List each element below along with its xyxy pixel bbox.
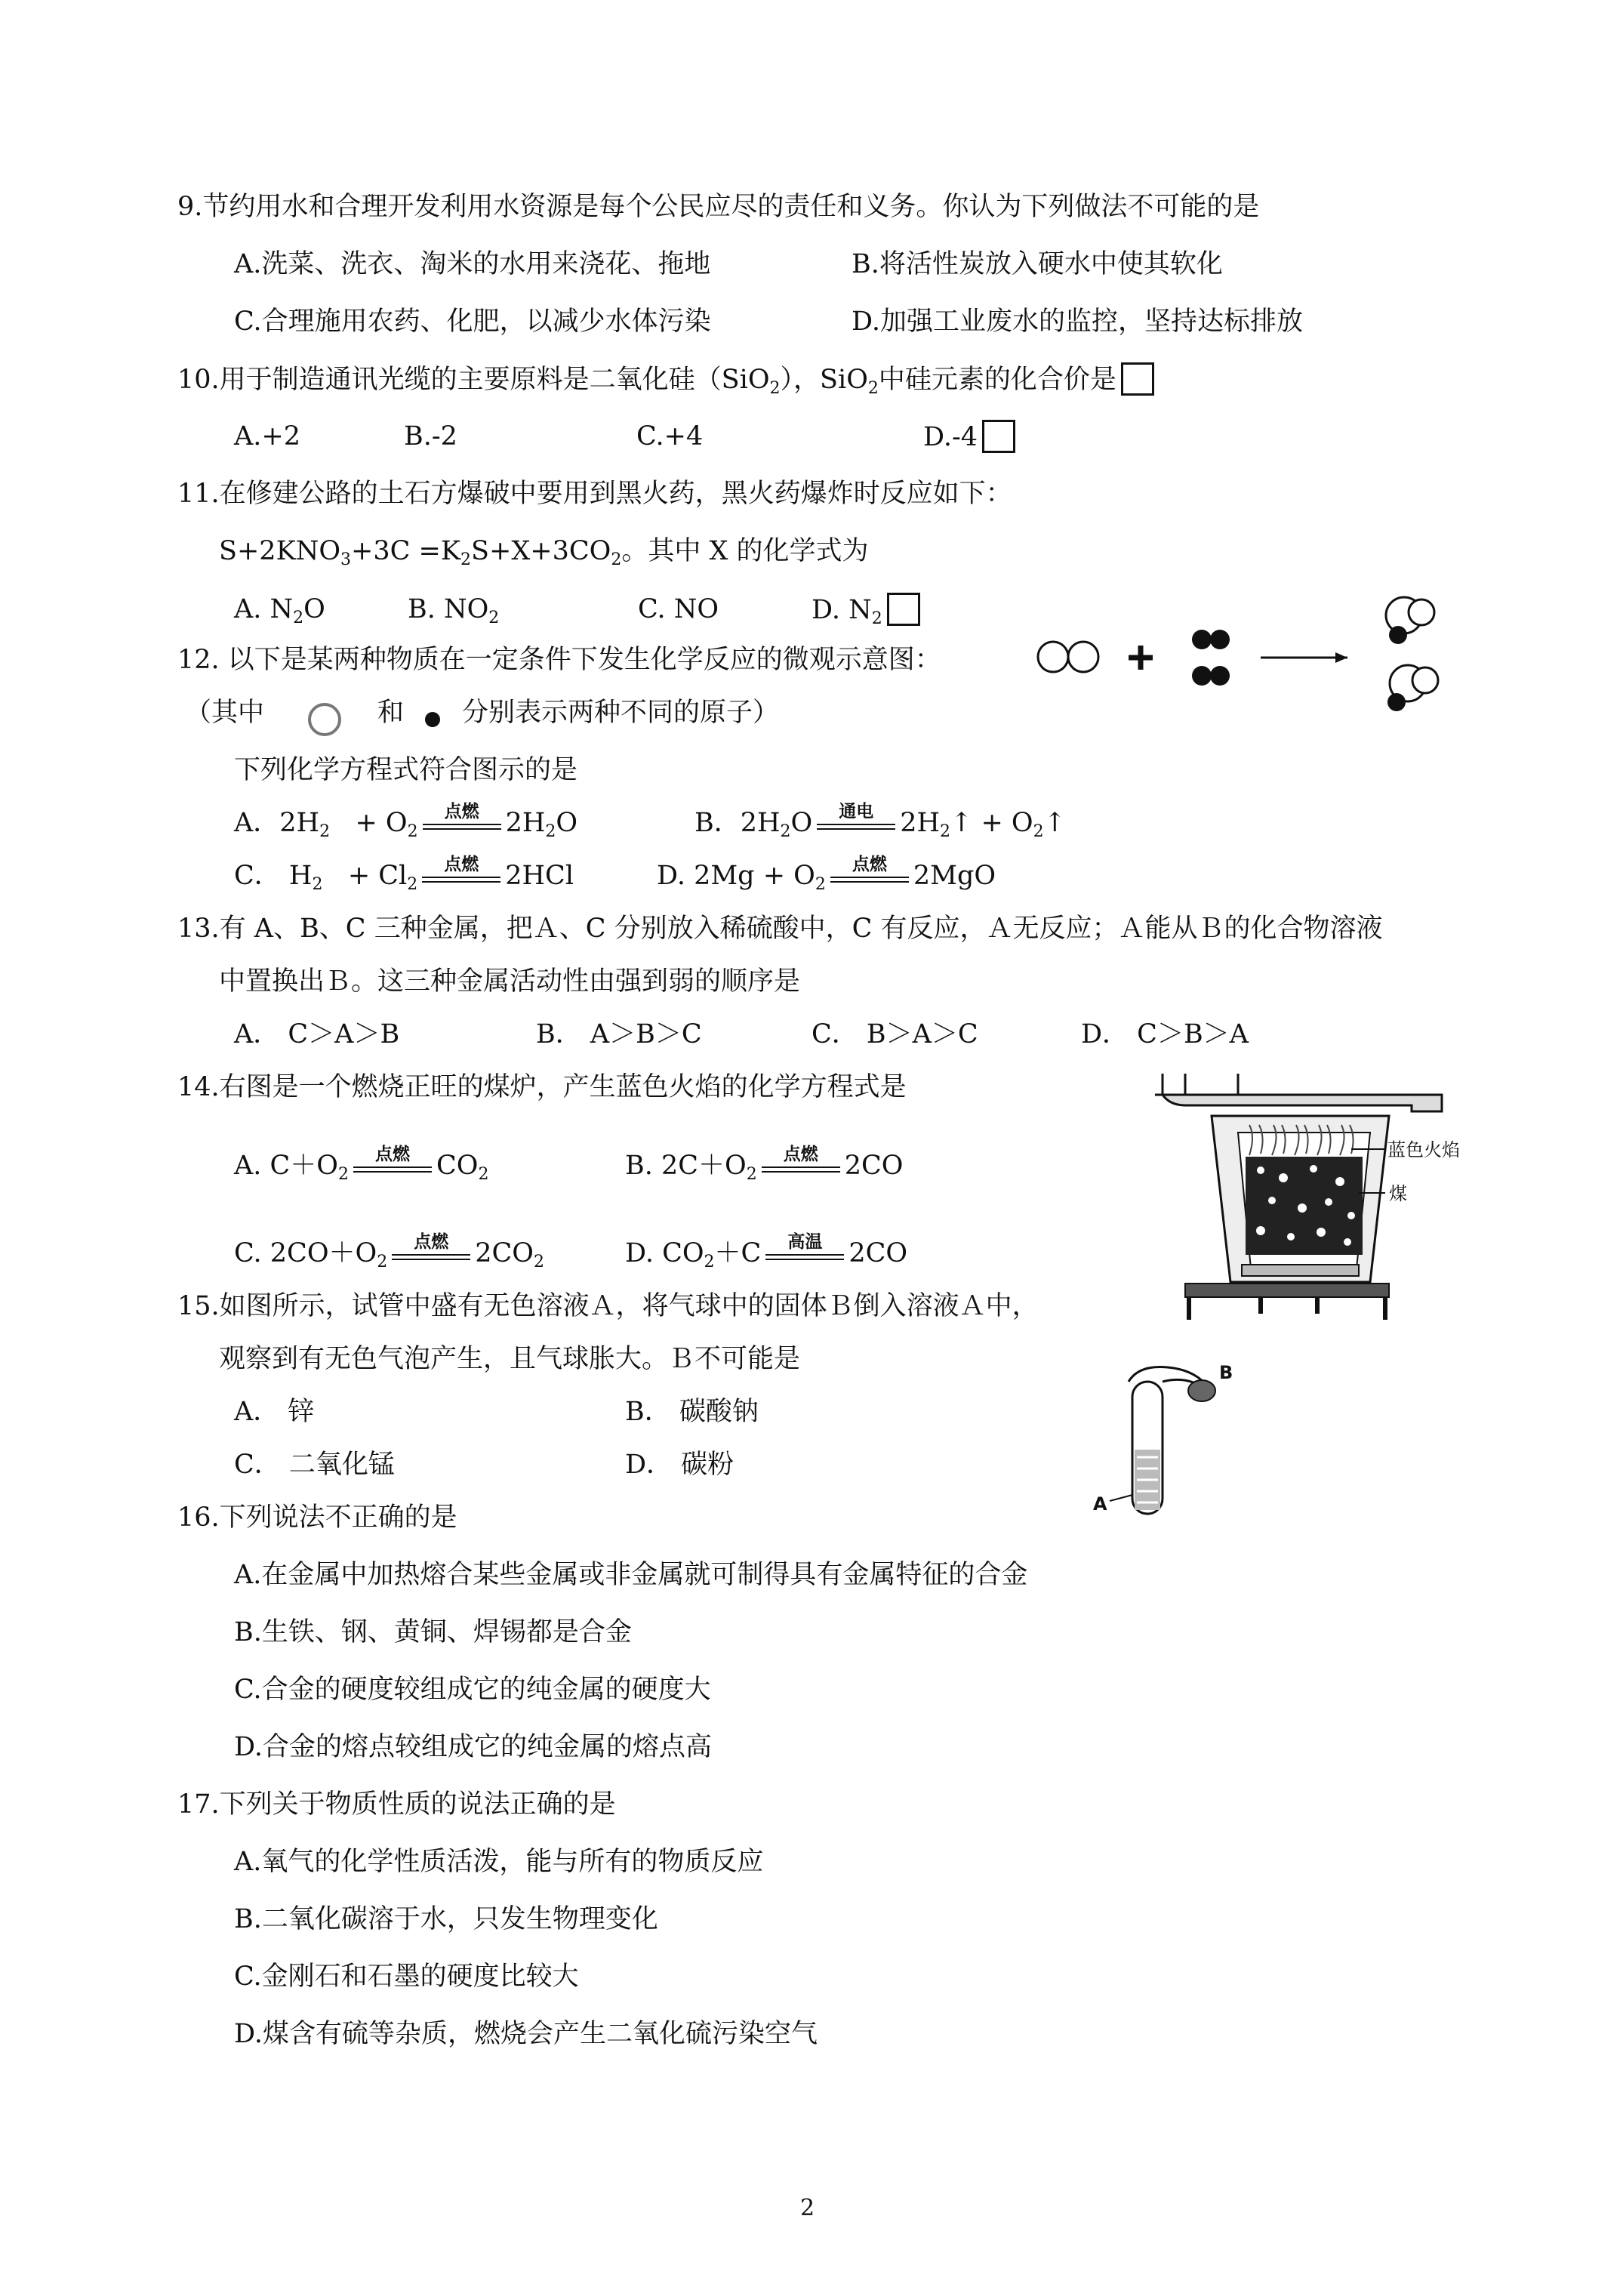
q9-option-d: D.加强工业废水的监控，坚持达标排放: [852, 307, 1303, 337]
question-15-stem: 15.如图所示，试管中盛有无色溶液Ａ，将气球中的固体Ｂ倒入溶液Ａ中，: [177, 1291, 1039, 1321]
eq-part: 2H: [900, 808, 941, 838]
q15-option-d: D． 碳粉: [625, 1450, 735, 1480]
answer-box[interactable]: [887, 593, 920, 626]
eq-part: D. 2Mg + O: [657, 861, 815, 891]
black-atom-icon: [421, 708, 444, 731]
condition-label: 点燃: [852, 855, 887, 874]
eq-part: CO: [436, 1151, 479, 1181]
reaction-condition: [817, 802, 895, 840]
subscript: 2: [1033, 822, 1044, 841]
q10-stem-part: 10.用于制造通讯光缆的主要原料是二氧化硅（SiO: [177, 365, 770, 395]
q16-option-d: D.合金的熔点较组成它的纯金属的熔点高: [234, 1732, 712, 1762]
condition-label: 点燃: [414, 1232, 449, 1252]
subscript: 2: [407, 822, 418, 841]
eq-part: A．2H: [234, 808, 320, 838]
eq-part: O: [790, 808, 813, 838]
q15-option-a: A． 锌: [234, 1397, 315, 1427]
subscript: 2: [746, 1165, 757, 1184]
reaction-condition: [422, 855, 500, 892]
q9-option-a: A.洗菜、洗衣、淘米的水用来浇花、拖地: [234, 249, 711, 279]
q11-option-a: [234, 593, 325, 626]
eq-part: O: [556, 808, 578, 838]
coal-stove-figure: [1132, 1072, 1460, 1321]
legend-text: （其中: [185, 698, 265, 728]
reaction-condition: [423, 802, 501, 840]
q12-sub-stem: 下列化学方程式符合图示的是: [234, 755, 578, 785]
question-14-stem: 14.右图是一个燃烧正旺的煤炉，产生蓝色火焰的化学方程式是: [177, 1072, 907, 1102]
subscript: 2: [293, 609, 304, 627]
question-9-stem: 9.节约用水和合理开发利用水资源是每个公民应尽的责任和义务。你认为下列做法不可能的是: [177, 192, 1260, 222]
eq-part: A. C＋O: [234, 1151, 339, 1181]
subscript: 2: [319, 822, 331, 841]
eq-part: 。其中 X 的化学式为: [621, 536, 869, 566]
q13-option-b: B． A＞B＞C: [536, 1019, 702, 1049]
subscript: 2: [460, 550, 472, 569]
subscript: 2: [533, 1253, 544, 1271]
q14-option-a: [234, 1145, 489, 1184]
eq-part: ↑ + O: [950, 808, 1033, 838]
q10-option-d-label: D.-4: [923, 422, 978, 452]
question-11-stem: 11.在修建公路的土石方爆破中要用到黑火药，黑火药爆炸时反应如下：: [177, 479, 1012, 509]
q12-option-c: [234, 855, 574, 894]
q16-option-b: B.生铁、钢、黄铜、焊锡都是合金: [234, 1617, 632, 1647]
q13-option-a: A． C＞A＞B: [234, 1019, 400, 1049]
q9-option-c: C.合理施用农药、化肥，以减少水体污染: [234, 307, 711, 337]
eq-part: 2CO: [475, 1238, 534, 1268]
q11-option-b: [408, 593, 499, 626]
q13-option-d: D． C＞B＞A: [1081, 1019, 1249, 1049]
page-number: 2: [800, 2195, 815, 2221]
condition-label: 点燃: [375, 1145, 411, 1164]
reaction-condition: [353, 1145, 432, 1182]
subscript: 2: [478, 1165, 489, 1184]
eq-part: C. 2CO＋O: [234, 1238, 377, 1268]
subscript: 2: [867, 379, 879, 398]
label-b: B: [1219, 1362, 1233, 1383]
label-a: A: [1093, 1493, 1107, 1515]
q14-option-d: [625, 1232, 908, 1271]
subscript: 2: [611, 550, 622, 569]
subscript: 2: [815, 875, 826, 894]
question-13-stem: 13.有 A、B、C 三种金属，把Ａ、C 分别放入稀硫酸中，C 有反应，Ａ无反应；Ａ能从Ｂ的化合物溶液: [177, 914, 1383, 944]
eq-part: B. 2C＋O: [625, 1151, 747, 1181]
opt-part: A. N: [234, 594, 294, 624]
question-15-stem-2: 观察到有无色气泡产生，且气球胀大。Ｂ不可能是: [219, 1344, 801, 1374]
q11-option-c: C. NO: [638, 594, 719, 624]
q11-option-d: [812, 593, 920, 627]
eq-part: D. CO: [625, 1238, 704, 1268]
q17-option-c: C.金刚石和石墨的硬度比较大: [234, 1962, 579, 1992]
condition-label: 点燃: [444, 855, 479, 874]
q16-option-a: A.在金属中加热熔合某些金属或非金属就可制得具有金属特征的合金: [234, 1560, 1028, 1590]
q14-option-b: [625, 1145, 904, 1184]
q12-option-d: [657, 855, 996, 894]
eq-part: ＋C: [714, 1238, 762, 1268]
opt-part: B. NO: [408, 594, 489, 624]
answer-box[interactable]: [982, 420, 1015, 453]
condition-label: 高温: [787, 1232, 823, 1252]
eq-part: C． H: [234, 861, 313, 891]
subscript: 2: [407, 875, 418, 894]
subscript: 2: [704, 1253, 715, 1271]
question-10-stem: [177, 362, 1154, 396]
opt-part: O: [303, 594, 325, 624]
q10-stem-part: 中硅元素的化合价是: [878, 365, 1116, 395]
q13-option-c: C． B＞A＞C: [812, 1019, 978, 1049]
q12-option-b: [694, 802, 1066, 841]
eq-part: B．2H: [694, 808, 781, 838]
eq-part: 2H: [505, 808, 546, 838]
condition-label: 点燃: [783, 1145, 818, 1164]
reaction-condition: [765, 1232, 844, 1270]
q11-equation: [219, 535, 869, 568]
subscript: 2: [338, 1165, 350, 1184]
test-tube-balloon-figure: [1087, 1351, 1268, 1533]
subscript: 2: [769, 379, 781, 398]
q15-option-c: C． 二氧化锰: [234, 1450, 395, 1480]
q12-option-a: [234, 802, 578, 841]
question-12-stem: 12. 以下是某两种物质在一定条件下发生化学反应的微观示意图：: [177, 645, 941, 675]
q10-option-b: B.-2: [404, 421, 457, 451]
condition-label: 通电: [839, 802, 874, 821]
reaction-micro-diagram: [1027, 585, 1464, 721]
q9-option-b: B.将活性炭放入硬水中使其软化: [852, 249, 1223, 279]
reaction-condition: [762, 1145, 840, 1182]
subscript: 2: [940, 822, 951, 841]
eq-part: 2HCl: [505, 861, 574, 891]
subscript: 2: [780, 822, 791, 841]
q10-stem-part: ），SiO: [780, 365, 868, 395]
eq-part: 2MgO: [913, 861, 996, 891]
q12-legend: [185, 696, 264, 729]
eq-part: 2CO: [848, 1238, 908, 1268]
eq-part: +3C =K: [351, 536, 461, 566]
subscript: 2: [545, 822, 556, 841]
q15-option-b: B． 碳酸钠: [625, 1397, 759, 1427]
q12-legend-and: 和: [377, 698, 405, 728]
reaction-condition: [392, 1232, 470, 1270]
q16-option-c: C.合金的硬度较组成它的纯金属的硬度大: [234, 1675, 711, 1705]
opt-part: D. N: [812, 595, 872, 625]
eq-part: ↑: [1043, 808, 1066, 838]
question-17-stem: 17.下列关于物质性质的说法正确的是: [177, 1789, 616, 1820]
flame-label: 蓝色火焰: [1387, 1139, 1460, 1160]
q14-option-c: [234, 1232, 544, 1271]
eq-part: + Cl: [347, 861, 408, 891]
answer-box[interactable]: [1121, 362, 1154, 396]
subscript: 2: [871, 609, 882, 628]
subscript: 2: [377, 1253, 388, 1271]
q17-option-d: D.煤含有硫等杂质，燃烧会产生二氧化硫污染空气: [234, 2019, 818, 2049]
subscript: 2: [488, 609, 500, 627]
eq-part: 2CO: [844, 1151, 904, 1181]
q10-option-c: C.+4: [636, 421, 704, 451]
question-13-stem-2: 中置换出Ｂ。这三种金属活动性由强到弱的顺序是: [219, 966, 801, 997]
q12-legend-end: 分别表示两种不同的原子）: [462, 698, 780, 728]
subscript: 3: [340, 550, 352, 569]
q10-option-a: A.+2: [234, 421, 300, 451]
q10-option-d: [923, 420, 1015, 454]
q17-option-b: B.二氧化碳溶于水，只发生物理变化: [234, 1904, 658, 1934]
condition-label: 点燃: [444, 802, 479, 821]
white-atom-icon: [306, 701, 343, 737]
subscript: 2: [312, 875, 323, 894]
coal-label: 煤: [1389, 1183, 1407, 1204]
eq-part: + O: [355, 808, 408, 838]
question-16-stem: 16.下列说法不正确的是: [177, 1502, 457, 1533]
reaction-condition: [830, 855, 909, 892]
eq-part: S+X+3CO: [471, 536, 611, 566]
eq-part: S+2KNO: [219, 536, 341, 566]
q17-option-a: A.氧气的化学性质活泼，能与所有的物质反应: [234, 1847, 764, 1877]
